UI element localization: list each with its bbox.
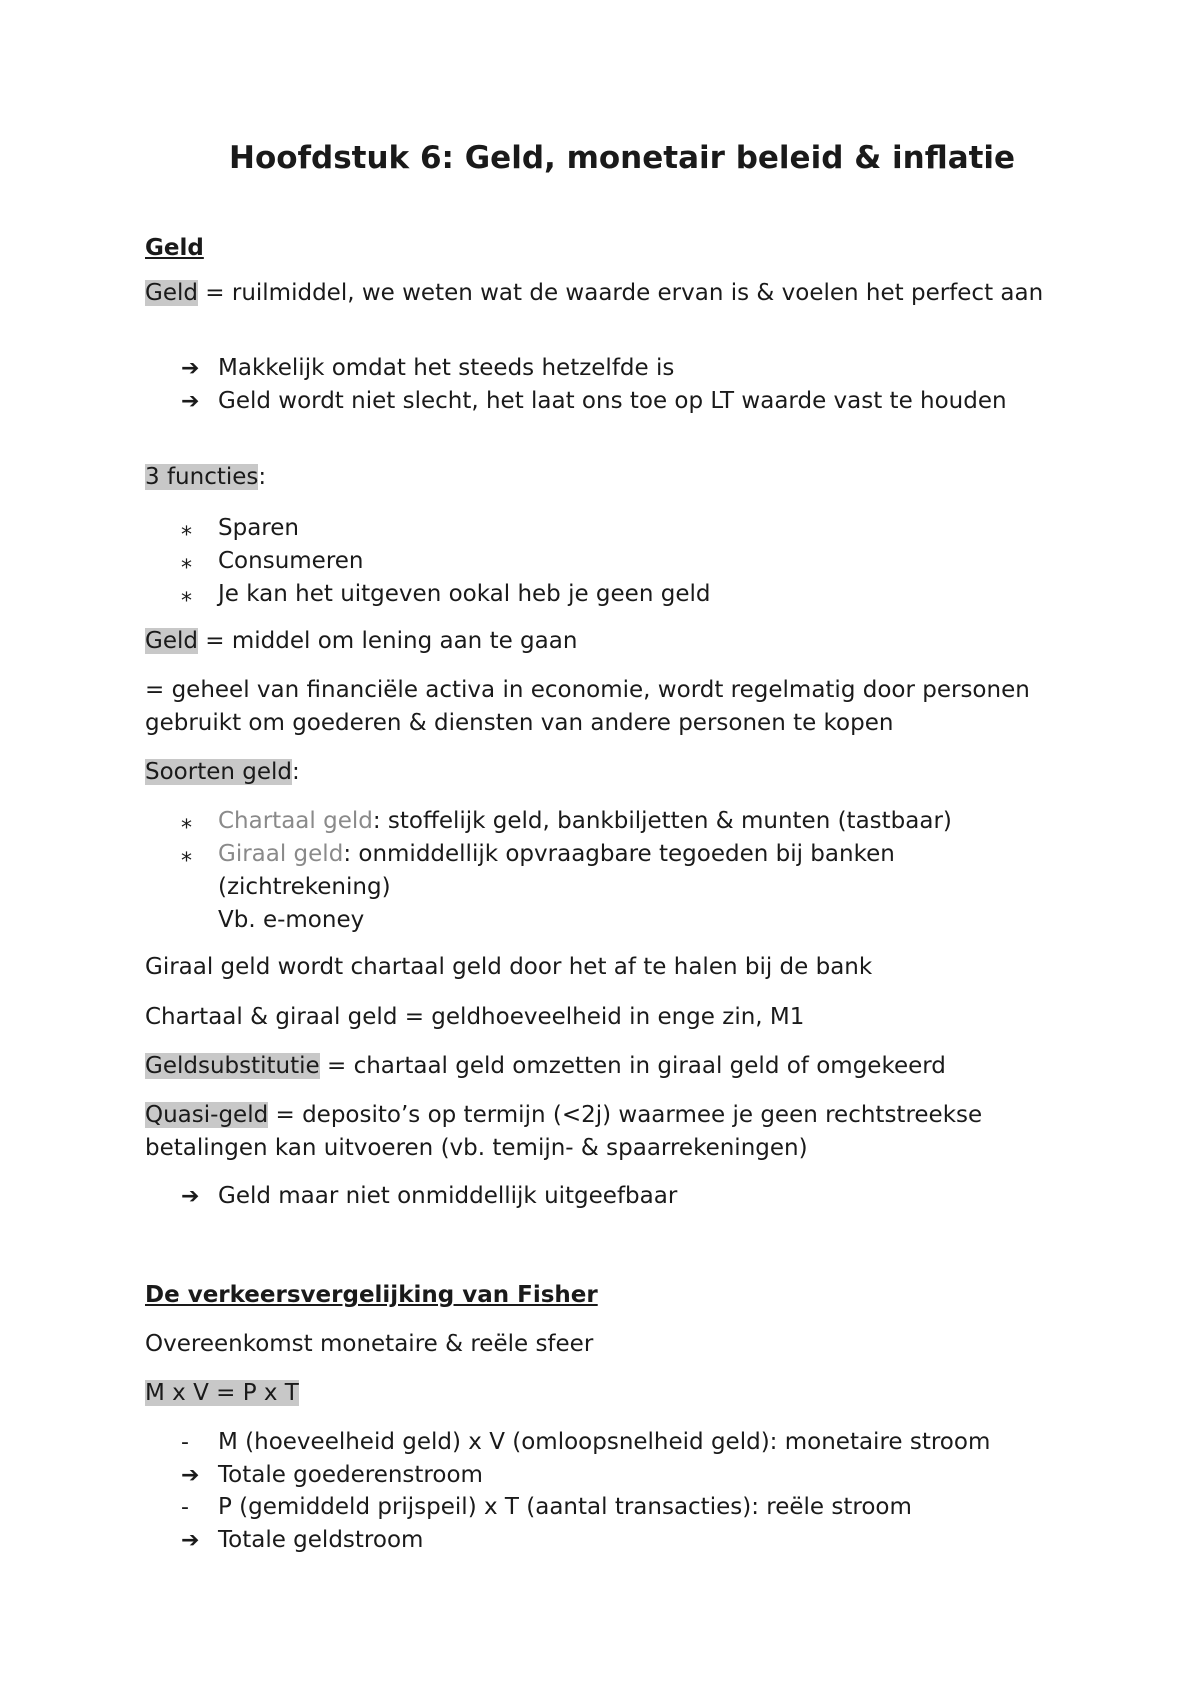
dash-bullet-icon: - xyxy=(181,1430,189,1455)
page-title: Hoofdstuk 6: Geld, monetair beleid & inflatie xyxy=(229,140,1016,176)
paragraph-fisher-intro: Overeenkomst monetaire & reële sfeer xyxy=(145,1331,594,1357)
arrow-bullet-icon: ➔ xyxy=(181,1528,200,1553)
list-item-text: Totale geldstroom xyxy=(218,1527,424,1553)
asterisk-bullet-icon: ⁎ xyxy=(181,842,192,867)
arrow-bullet-icon: ➔ xyxy=(181,1184,200,1209)
highlight-term: 3 functies xyxy=(145,464,259,490)
paragraph-soorten-geld xyxy=(145,756,1075,789)
paragraph-text: = middel om lening aan te gaan xyxy=(197,628,578,654)
paragraph-text: = chartaal geld omzetten in giraal geld of omgekeerd xyxy=(319,1053,946,1079)
asterisk-bullet-icon: ⁎ xyxy=(181,582,192,607)
paragraph-formula xyxy=(145,1377,1075,1410)
paragraph-m1: Chartaal & giraal geld = geldhoeveelheid in enge zin, M1 xyxy=(145,1004,805,1030)
list-item-text xyxy=(218,838,978,937)
paragraph-financiele-activa: = geheel van financiële activa in economie, wordt regelmatig door personen gebruikt om goederen & diensten van andere personen te kopen xyxy=(145,677,1030,736)
highlight-formula: M x V = P x T xyxy=(145,1380,299,1406)
arrow-bullet-icon: ➔ xyxy=(181,1463,200,1488)
paragraph-geld-lening xyxy=(145,625,1075,658)
list-item-text: Geld wordt niet slecht, het laat ons toe op LT waarde vast te houden xyxy=(218,388,1007,414)
asterisk-bullet-icon: ⁎ xyxy=(181,809,192,834)
section-heading-fisher: De verkeersvergelijking van Fisher xyxy=(145,1282,598,1308)
paragraph-text: = ruilmiddel, we weten wat de waarde ervan is & voelen het perfect aan xyxy=(197,280,1044,306)
grey-term: Chartaal geld xyxy=(218,808,373,834)
list-item-text: Sparen xyxy=(218,515,299,541)
list-item-text xyxy=(218,805,1078,838)
list-item-text: Consumeren xyxy=(218,548,364,574)
list-item-text: P (gemiddeld prijspeil) x T (aantal transacties): reële stroom xyxy=(218,1494,912,1520)
arrow-bullet-icon: ➔ xyxy=(181,389,200,414)
paragraph-giraal-chartaal: Giraal geld wordt chartaal geld door het af te halen bij de bank xyxy=(145,954,873,980)
arrow-bullet-icon: ➔ xyxy=(181,356,200,381)
paragraph-text: : xyxy=(292,759,300,785)
asterisk-bullet-icon: ⁎ xyxy=(181,549,192,574)
grey-term: Giraal geld xyxy=(218,841,344,867)
section-heading-geld: Geld xyxy=(145,235,204,261)
highlight-term: Geldsubstitutie xyxy=(145,1053,320,1079)
list-item-text: Je kan het uitgeven ookal heb je geen geld xyxy=(218,581,711,607)
highlight-term: Geld xyxy=(145,628,198,654)
dash-bullet-icon: - xyxy=(181,1495,189,1520)
list-item-rest: : onmiddellijk opvraagbare tegoeden bij banken (zichtrekening) xyxy=(218,841,895,900)
example-text: Vb. e-money xyxy=(218,907,365,933)
paragraph-text: : xyxy=(258,464,267,490)
list-item-text: Makkelijk omdat het steeds hetzelfde is xyxy=(218,355,675,381)
paragraph-text: = deposito’s op termijn (<2j) waarmee je geen rechtstreekse betalingen kan uitvoeren (vb. temijn- & spaarrekeningen) xyxy=(145,1102,983,1161)
highlight-term: Quasi-geld xyxy=(145,1102,269,1128)
paragraph-quasi-geld xyxy=(145,1099,1075,1165)
highlight-term: Soorten geld xyxy=(145,759,292,785)
list-item-rest: : stoffelijk geld, bankbiljetten & munten (tastbaar) xyxy=(372,808,952,834)
asterisk-bullet-icon: ⁎ xyxy=(181,516,192,541)
highlight-term: Geld xyxy=(145,280,198,306)
paragraph-geld-definition xyxy=(145,277,1075,310)
paragraph-geldsubstitutie xyxy=(145,1050,1075,1083)
list-item-text: Geld maar niet onmiddellijk uitgeefbaar xyxy=(218,1183,678,1209)
paragraph-functies xyxy=(145,461,1075,494)
list-item-text: Totale goederenstroom xyxy=(218,1462,483,1488)
list-item-text: M (hoeveelheid geld) x V (omloopsnelheid geld): monetaire stroom xyxy=(218,1429,991,1455)
